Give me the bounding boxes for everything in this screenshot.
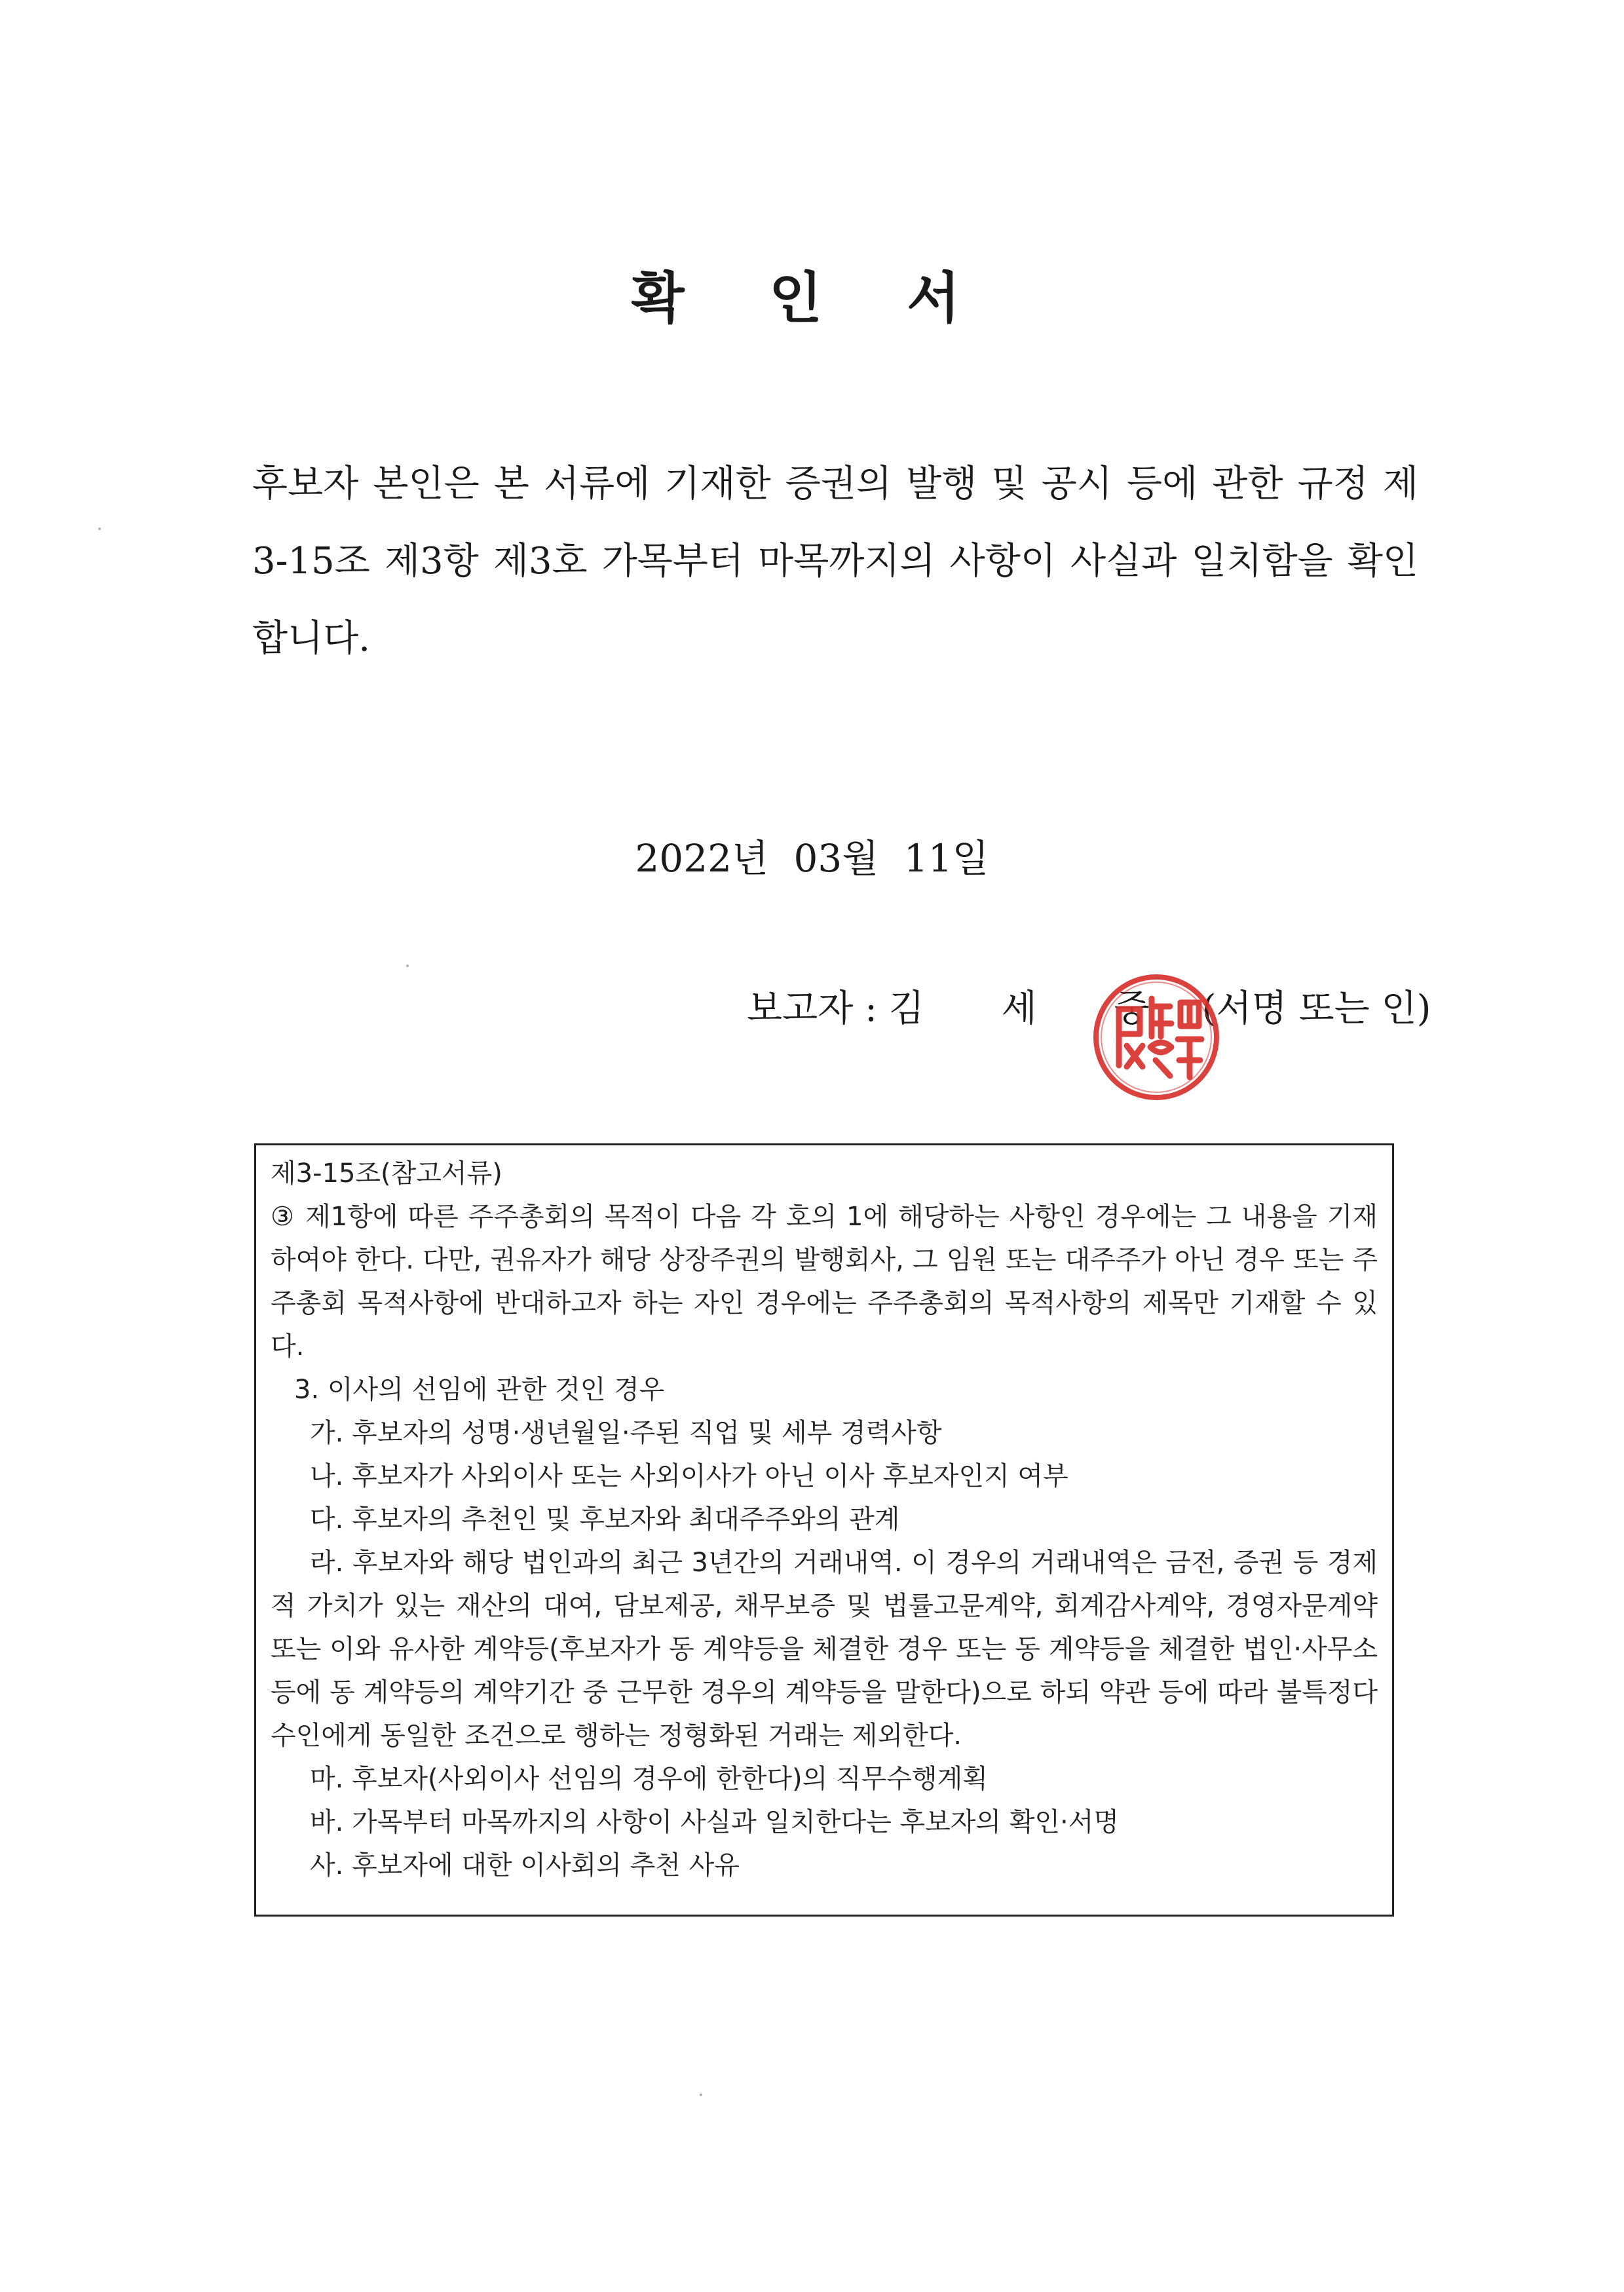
reference-regulation-box [254,1143,1394,1917]
regulation-heading: 제3-15조(참고서류) [271,1158,502,1189]
document-title: 확 인 서 [631,265,993,330]
regulation-subitem-ma: 마. 후보자(사외이사 선임의 경우에 한한다)의 직무수행계획 [310,1764,988,1794]
red-seal-stamp-icon [1087,968,1225,1106]
scan-speck [700,2093,702,2096]
scan-speck [98,527,101,530]
regulation-subitem-ga: 가. 후보자의 성명·생년월일·주된 직업 및 세부 경력사항 [310,1418,942,1448]
document-date: 2022년 03월 11일 [635,836,989,881]
signer-name: 김 세 중 [888,987,1182,1030]
regulation-paragraph-3: ③ 제1항에 따른 주주총회의 목적이 다음 각 호의 1에 해당하는 사항인 경우에는 그 내용을 기재하여야 한다. 다만, 권유자가 해당 상장주권의 발행회사, 그 임원 또는 대주주가 아닌 경우 또는 주주총회 목적사항에 반대하고자 하는 자인 경우에는 주주총회의 목적사항의 제목만 기재할 수 있다. [271,1202,1378,1362]
regulation-subitem-da: 다. 후보자의 추천인 및 후보자와 최대주주와의 관계 [310,1504,900,1535]
regulation-subitem-ra: 라. 후보자와 해당 법인과의 최근 3년간의 거래내역. 이 경우의 거래내역은 금전, 증권 등 경제적 가치가 있는 재산의 대여, 담보제공, 채무보증 및 법률고문계약, 회계감사계약, 경영자문계약 또는 이와 유사한 계약등(후보자가 동 계약등을 체결한 경우 또는 동 계약등을 체결한 법인·사무소 등에 동 계약등의 계약기간 중 근무한 경우의 계약등을 말한다)으로 하되 약관 등에 따라 불특정다수인에게 동일한 조건으로 행하는 정형화된 거래는 제외한다. [271,1548,1378,1751]
regulation-subitem-na: 나. 후보자가 사외이사 또는 사외이사가 아닌 이사 후보자인지 여부 [310,1461,1068,1491]
scan-speck [406,965,409,967]
signer-label: 보고자 : [747,987,889,1030]
regulation-subitem-ba: 바. 가목부터 마목까지의 사항이 사실과 일치한다는 후보자의 확인·서명 [310,1807,1119,1837]
confirmation-statement: 후보자 본인은 본 서류에 기재한 증권의 발행 및 공시 등에 관한 규정 제3-15조 제3항 제3호 가목부터 마목까지의 사항이 사실과 일치함을 확인합니다. [252,463,1418,660]
signature-note: (서명 또는 인) [1201,987,1431,1030]
regulation-item-3: 3. 이사의 선임에 관한 것인 경우 [294,1375,665,1405]
regulation-subitem-sa: 사. 후보자에 대한 이사회의 추천 사유 [310,1850,740,1881]
